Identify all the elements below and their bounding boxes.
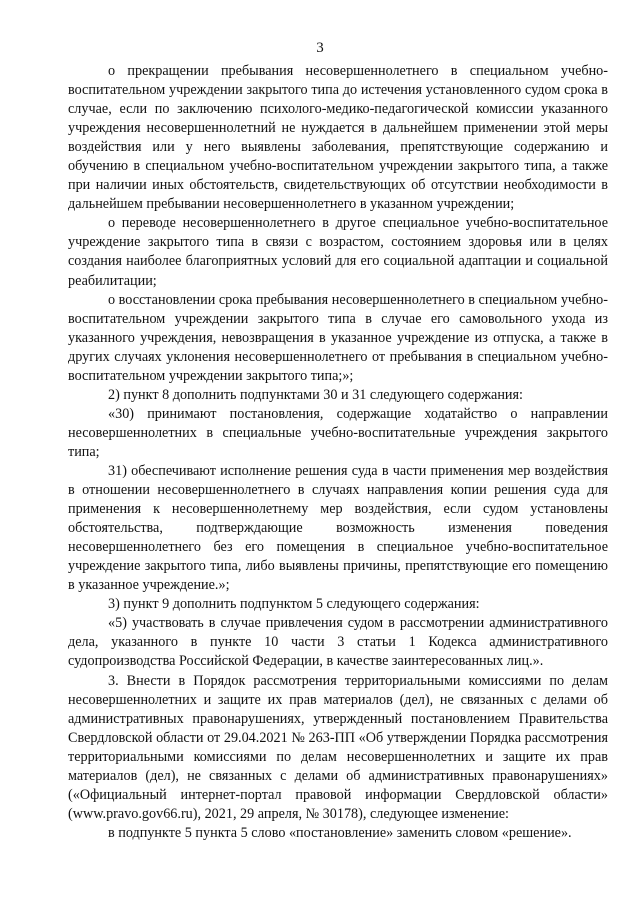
paragraph-subpoint-31: 31) обеспечивают исполнение решения суда в части применения мер воздействия в отношении несовершеннолетнего в случаях направления копии решения суда для применения к несовершеннолетнему мер воздействия, если судом установлены обстоятельства, подтверждающие возможность изменения поведения несовершеннолетнего без его помещения в специальное учебно-воспитательное учреждение закрытого типа, либо выявлены причины, препятствующие его помещению в указанное учреждение.»;	[68, 462, 608, 594]
paragraph-subpoint-30: «30) принимают постановления, содержащие ходатайство о направлении несовершеннолетних в специальные учебно-воспитательные учреждения закрытого типа;	[68, 405, 608, 460]
paragraph-transfer: о переводе несовершеннолетнего в другое специальное учебно-воспитательное учреждение закрытого типа в связи с возрастом, состоянием здоровья или в целях создания наиболее благоприятных условий для его социальной адаптации и социальной реабилитации;	[68, 215, 608, 289]
paragraph-item-3-point-9: 3) пункт 9 дополнить подпунктом 5 следующего содержания:	[108, 596, 480, 613]
paragraph-subpoint-5: «5) участвовать в случае привлечения судом в рассмотрении административного дела, указанного в пункте 10 части 3 статьи 1 Кодекса административного судопроизводства Российской Федерации, в качестве заинтересованных лиц.».	[68, 615, 608, 670]
paragraph-restoration-of-term: о восстановлении срока пребывания несовершеннолетнего в специальном учебно-воспитательном учреждении закрытого типа в случае его самовольного ухода из указанного учреждения, невозвращения в указанное учреждение из отпуска, а также в других случаях уклонения несовершеннолетнего от пребывания в специальном учебно-воспитательном учреждении закрытого типа;»;	[68, 291, 608, 384]
paragraph-item-2-point-8: 2) пункт 8 дополнить подпунктами 30 и 31 следующего содержания:	[108, 386, 523, 403]
document-body	[68, 62, 608, 843]
paragraph-replacement: в подпункте 5 пункта 5 слово «постановление» заменить словом «решение».	[108, 824, 572, 841]
page-number: 3	[316, 40, 324, 56]
paragraph-section-3: 3. Внести в Порядок рассмотрения территориальными комиссиями по делам несовершеннолетних и защите их прав материалов (дел), не связанных с делами об административных правонарушениях, утвержденный постановлением Правительства Свердловской области от 29.04.2021 № 263-ПП «Об утверждении Порядка рассмотрения территориальными комиссиями по делам несовершеннолетних и защите их прав материалов (дел), не связанных с делами об административных правонарушениях» («Официальный интернет-портал правовой информации Свердловской области» (www.pravo.gov66.ru), 2021, 29 апреля, № 30178), следующее изменение:	[68, 672, 608, 822]
paragraph-termination-of-stay: о прекращении пребывания несовершеннолетнего в специальном учебно-воспитательном учреждении закрытого типа до истечения установленного судом срока в случае, если по заключению психолого-медико-педагогической комиссии указанного учреждения несовершеннолетний не нуждается в дальнейшем применении этой меры воздействия или у него выявлены заболевания, препятствующие содержанию и обучению в специальном учебно-воспитательном учреждении закрытого типа, а также при наличии иных обстоятельств, свидетельствующих об отсутствии необходимости в дальнейшем пребывании несовершеннолетнего в указанном учреждении;	[68, 63, 608, 213]
